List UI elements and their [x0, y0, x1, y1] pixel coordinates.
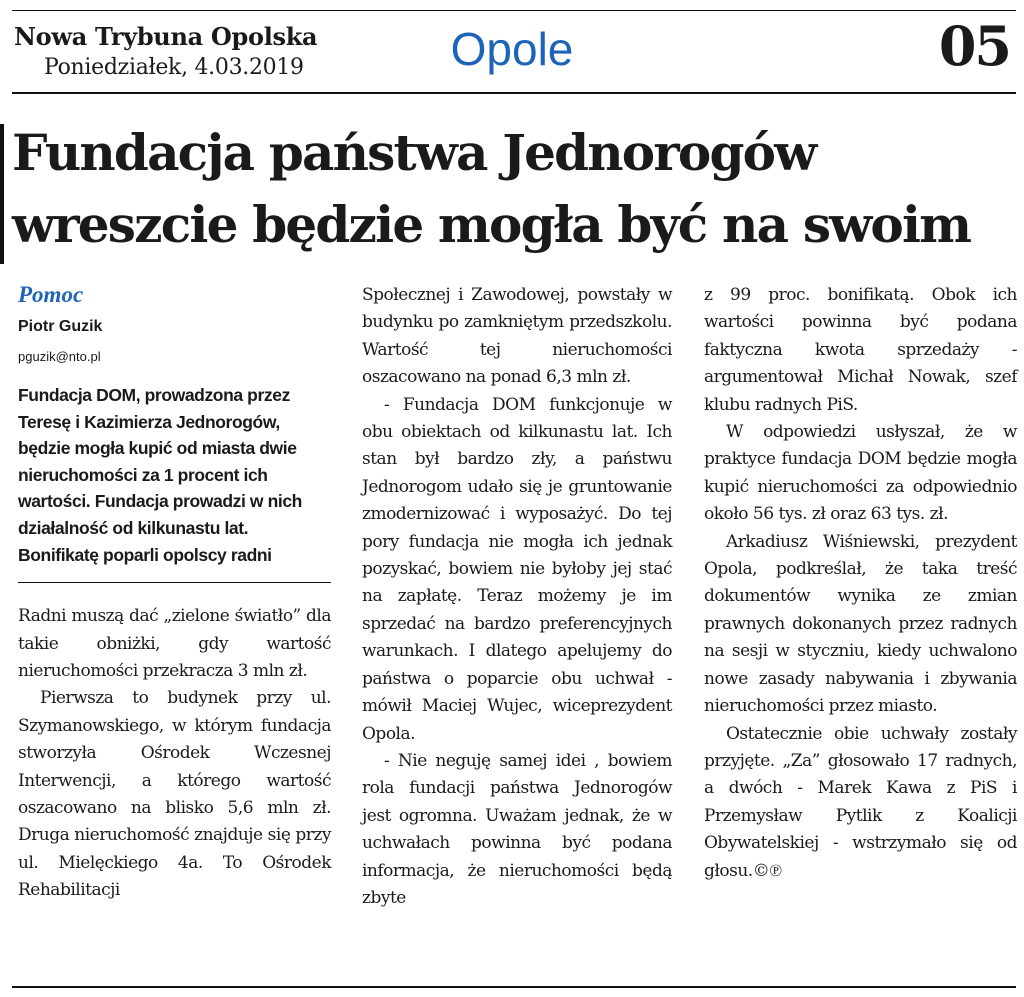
- issue-date: Poniedziałek, 4.03.2019: [44, 55, 304, 80]
- paragraph: - Nie neguję samej idei , bowiem rola fundacji państwa Jednorogów jest ogromna. Uważam jednak, że w uchwałach powinna być podana informacja, że nieruchomości będą zbyte: [362, 750, 672, 908]
- paragraph: - Fundacja DOM funkcjonuje w obu obiektach od kilkunastu lat. Ich stan był bardzo zły, a państwu Jednorogom udało się je gruntowanie zmodernizować i wyposażyć. Do tej pory fundacja nie mogła ich jednak pozyskać, bowiem nie byłoby jej stać na zapłatę. Teraz możemy je im sprzedać na bardzo preferencyjnych warunkach. I dlatego apelujemy do państwa o poparcie obu uchwał - mówił Maciej Wujec, wiceprezydent Opola.: [362, 394, 672, 744]
- article-lead: Fundacja DOM, prowadzona przez Teresę i Kazimierza Jednorogów, będzie mogła kupić od miasta dwie nieruchomości za 1 procent ich wartości. Fundacja prowadzi w nich działalność od kilkunastu lat. Bonifikatę poparli opolscy radni: [18, 385, 302, 565]
- lead-separator: [18, 582, 331, 583]
- headline-accent-bar: [0, 124, 4, 264]
- paragraph: Arkadiusz Wiśniewski, prezydent Opola, podkreślał, że taka treść dokumentów wynika ze zmian prawnych dokonanych przez radnych na sesji w styczniu, kiedy uchwalono nowe zasady nabywania i zbywania nieruchomości przez miasto.: [704, 531, 1017, 717]
- column-1-body: [18, 603, 331, 904]
- paragraph: Ostatecznie obie uchwały zostały przyjęte. „Za” głosowało 17 radnych, a dwóch - Marek Kawa z PiS i Przemysław Pytlik z Koalicji Obywatelskiej - wstrzymało się od głosu.©℗: [704, 723, 1017, 881]
- article-headline: Fundacja państwa Jednorogów wreszcie będzie mogła być na swoim: [12, 123, 971, 254]
- column-3-body: [704, 282, 1017, 885]
- column-3: [704, 282, 1017, 885]
- top-rule: [12, 10, 1016, 11]
- header-rule: [12, 92, 1016, 94]
- paragraph: Radni muszą dać „zielone światło” dla takie obniżki, gdy wartość nieruchomości przekracza 3 mln zł.: [18, 606, 331, 681]
- author-name: Piotr Guzik: [18, 318, 103, 335]
- paragraph: Pierwsza to budynek przy ul. Szymanowskiego, w którym fundacja stworzyła Ośrodek Wczesnej Interwencji, a którego wartość oszacowano na blisko 5,6 mln zł. Druga nieruchomość znajduje się przy ul. Mielęckiego 4a. To Ośrodek Rehabilitacji: [18, 688, 331, 901]
- author-email: pguzik@nto.pl: [18, 349, 101, 364]
- newspaper-name: Nowa Trybuna Opolska: [14, 22, 318, 51]
- column-2: [362, 282, 672, 912]
- section-title: Opole: [450, 23, 574, 75]
- paragraph: Społecznej i Zawodowej, powstały w budynku po zamkniętym przedszkolu. Wartość tej nieruchomości oszacowano na ponad 6,3 mln zł.: [362, 285, 672, 388]
- rubric-label: Pomoc: [18, 282, 84, 307]
- column-1: [18, 282, 331, 905]
- paragraph: z 99 proc. bonifikatą. Obok ich wartości powinna być podana faktyczna kwota sprzedaży - argumentował Michał Nowak, szef klubu radnych PiS.: [704, 285, 1017, 415]
- paragraph: W odpowiedzi usłyszał, że w praktyce fundacja DOM będzie mogła kupić nieruchomości za odpowiednio około 56 tys. zł oraz 63 tys. zł.: [704, 422, 1017, 525]
- page-number: 05: [938, 14, 1010, 78]
- column-2-body: [362, 282, 672, 912]
- bottom-rule: [12, 986, 1016, 988]
